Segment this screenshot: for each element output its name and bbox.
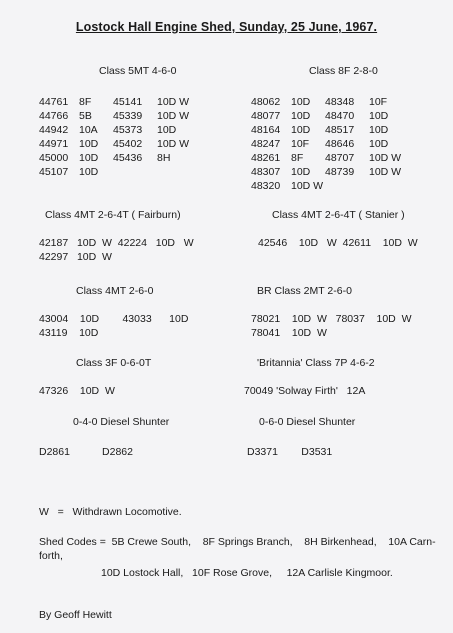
section-heading: 0-4-0 Diesel Shunter xyxy=(73,416,170,428)
loco-number: 48307 xyxy=(251,166,281,178)
list-item: D2861 D2862 xyxy=(39,446,133,458)
loco-number: 48164 xyxy=(251,124,281,136)
shed-code: 10F xyxy=(291,138,310,150)
loco-number: 45107 xyxy=(39,166,69,178)
list-item: 43119 10D xyxy=(39,327,99,339)
shed-code: 10D W xyxy=(369,152,402,164)
diesel-060-section xyxy=(247,415,355,459)
legend-text: W = Withdrawn Locomotive. xyxy=(39,506,182,518)
class-4mt-260-section xyxy=(39,284,188,340)
shed-code: 10D W xyxy=(291,180,324,192)
shed-code: 10D xyxy=(291,96,311,108)
table-row xyxy=(251,137,401,151)
diesel-040-section xyxy=(39,415,169,459)
shed-code: 10D xyxy=(291,124,311,136)
loco-number: 45000 xyxy=(39,152,69,164)
shed-codes-line-3: 10D Lostock Hall, 10F Rose Grove, 12A Carlisle Kingmoor. xyxy=(101,567,393,579)
shed-code: 10D xyxy=(157,124,177,136)
loco-number: 48470 xyxy=(325,110,355,122)
shed-code: 8F xyxy=(79,96,92,108)
loco-number: 44766 xyxy=(39,110,69,122)
shed-code: 10D xyxy=(291,166,311,178)
section-heading: 'Britannia' Class 7P 4-6-2 xyxy=(257,357,375,369)
shed-code: 10D xyxy=(79,166,99,178)
loco-number: 45436 xyxy=(113,152,143,164)
shed-code: 10D W xyxy=(157,96,190,108)
section-heading: BR Class 2MT 2-6-0 xyxy=(257,285,352,297)
list-item: 43004 10D 43033 10D xyxy=(39,313,189,325)
class-3f-section xyxy=(39,356,151,398)
loco-number: 45339 xyxy=(113,110,143,122)
loco-number: 48517 xyxy=(325,124,355,136)
loco-number: 48247 xyxy=(251,138,281,150)
page-title: Lostock Hall Engine Shed, Sunday, 25 June, 1967. xyxy=(75,20,378,34)
shed-code: 10D xyxy=(291,110,311,122)
loco-number: 45141 xyxy=(113,96,143,108)
table-row xyxy=(39,165,189,179)
list-item: 78041 10D W xyxy=(251,327,327,339)
loco-number: 48062 xyxy=(251,96,281,108)
table-row xyxy=(251,123,401,137)
table-row xyxy=(39,123,189,137)
shed-code: 5B xyxy=(79,110,92,122)
table-row xyxy=(39,151,189,165)
table-row xyxy=(39,95,189,109)
section-heading: Class 3F 0-6-0T xyxy=(76,357,152,369)
shed-codes-line-2: forth, xyxy=(39,550,63,562)
table-row xyxy=(39,137,189,151)
table-row xyxy=(251,179,401,193)
class-4mt-fairburn-section xyxy=(39,208,194,264)
author-credit: By Geoff Hewitt xyxy=(39,609,112,621)
class-4mt-stanier-section xyxy=(258,208,418,250)
shed-code: 10D xyxy=(79,138,99,150)
class-8f-section xyxy=(251,64,401,193)
class-5mt-section xyxy=(39,64,189,179)
loco-number: 48348 xyxy=(325,96,355,108)
shed-code: 10A xyxy=(79,124,98,136)
shed-code: 10D xyxy=(369,110,389,122)
br-class-2mt-section xyxy=(251,284,412,340)
loco-number: 45373 xyxy=(113,124,143,136)
section-heading: Class 5MT 4-6-0 xyxy=(99,65,177,77)
section-heading: Class 8F 2-8-0 xyxy=(309,65,378,77)
shed-code: 10F xyxy=(369,96,388,108)
table-row xyxy=(251,95,401,109)
section-heading: Class 4MT 2-6-4T ( Fairburn) xyxy=(45,209,181,221)
shed-code: 10D xyxy=(369,138,389,150)
britannia-class-section xyxy=(244,356,375,398)
shed-code: 10D xyxy=(79,152,99,164)
table-row xyxy=(251,165,401,179)
loco-number: 44971 xyxy=(39,138,69,150)
loco-number xyxy=(113,165,157,179)
list-item: 70049 'Solway Firth' 12A xyxy=(244,385,366,397)
shed-code: 10D W xyxy=(157,110,190,122)
loco-number: 48320 xyxy=(251,180,281,192)
section-heading: 0-6-0 Diesel Shunter xyxy=(259,416,356,428)
list-item: D3371 D3531 xyxy=(247,446,333,458)
shed-code: 8F xyxy=(291,152,304,164)
shed-code: 10D xyxy=(369,124,389,136)
shed-code: 10D W xyxy=(157,138,190,150)
list-item: 47326 10D W xyxy=(39,385,115,397)
loco-number: 48077 xyxy=(251,110,281,122)
list-item: 42546 10D W 42611 10D W xyxy=(258,237,418,249)
shed-codes-line-1: Shed Codes = 5B Crewe South, 8F Springs Branch, 8H Birkenhead, 10A Carn- xyxy=(39,536,436,548)
list-item: 78021 10D W 78037 10D W xyxy=(251,313,412,325)
loco-number: 45402 xyxy=(113,138,143,150)
loco-number: 44942 xyxy=(39,124,69,136)
list-item: 42297 10D W xyxy=(39,251,112,263)
shed-code: 8H xyxy=(157,152,171,164)
section-heading: Class 4MT 2-6-0 xyxy=(76,285,154,297)
loco-number: 48707 xyxy=(325,152,355,164)
loco-number: 48646 xyxy=(325,138,355,150)
table-row xyxy=(251,151,401,165)
table-row xyxy=(39,109,189,123)
shed-code: 10D W xyxy=(369,166,402,178)
section-heading: Class 4MT 2-6-4T ( Stanier ) xyxy=(272,209,405,221)
table-row xyxy=(251,109,401,123)
loco-number: 48261 xyxy=(251,152,281,164)
list-item: 42187 10D W 42224 10D W xyxy=(39,237,194,249)
loco-number: 44761 xyxy=(39,96,69,108)
loco-number: 48739 xyxy=(325,166,355,178)
